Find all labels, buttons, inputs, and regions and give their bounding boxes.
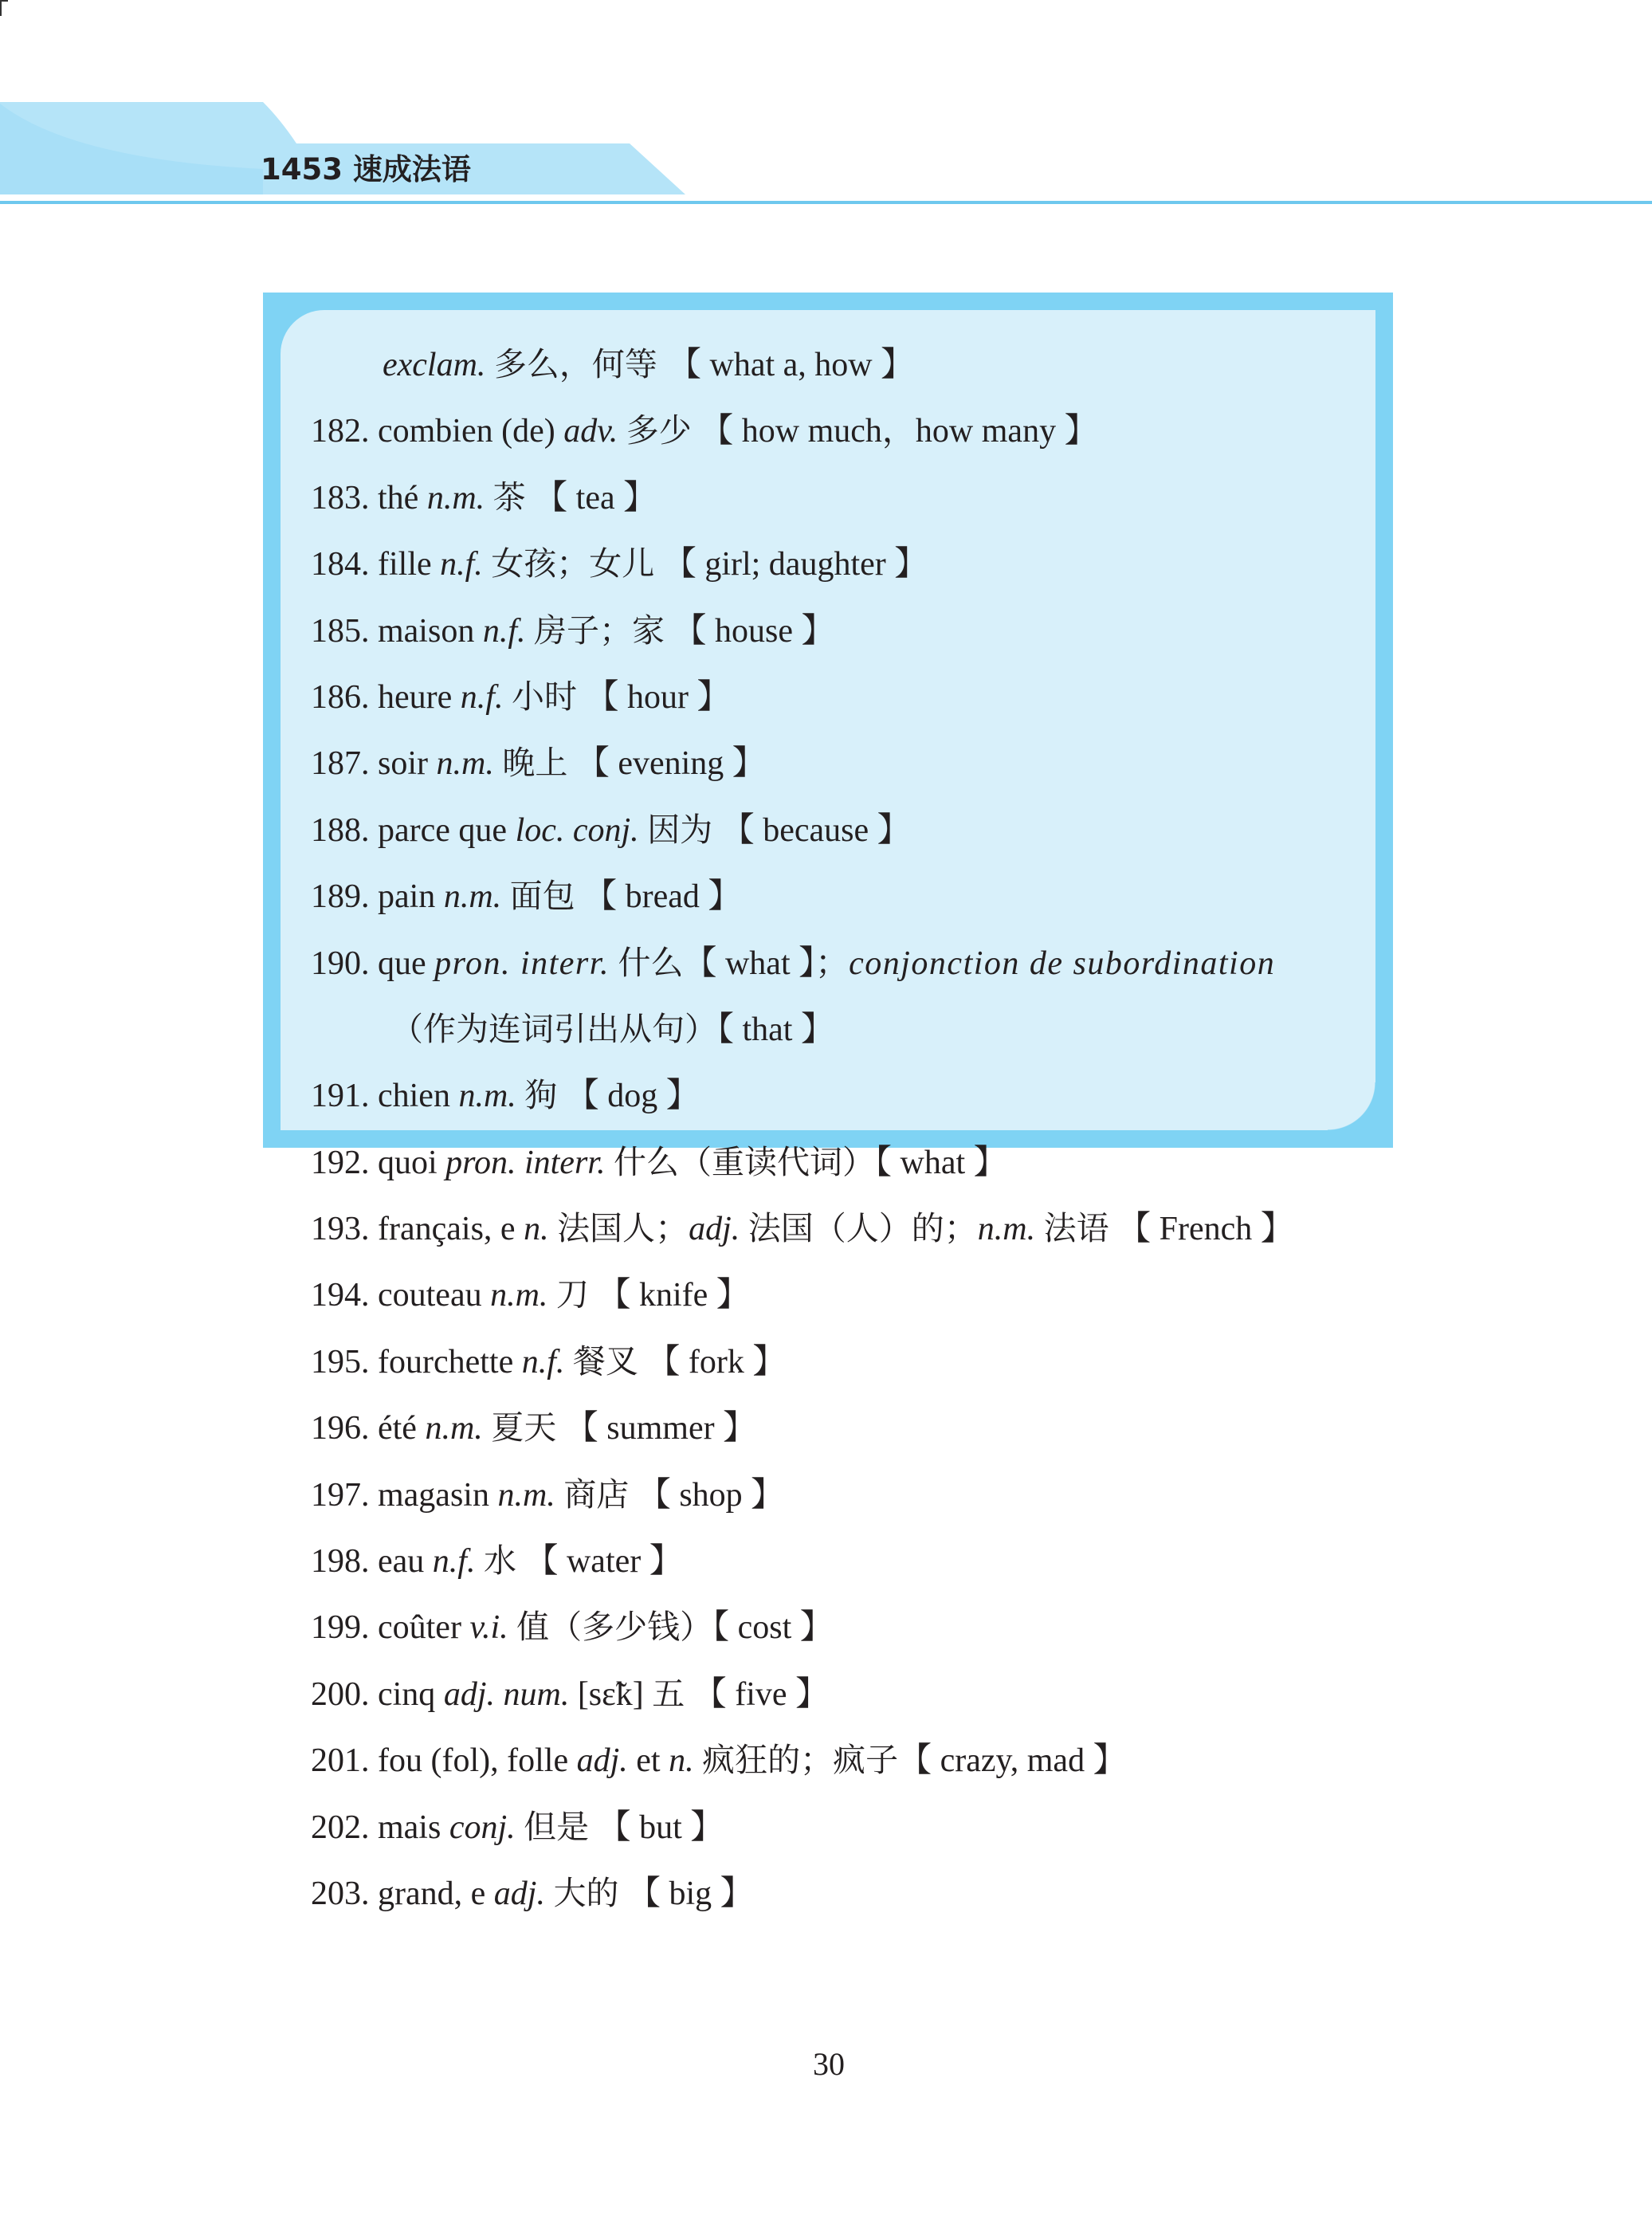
chinese-gloss: 餐叉 (572, 1341, 638, 1380)
entry-text: 【 cost 】 (712, 1609, 834, 1647)
entry-text: 【 girl; daughter 】 (654, 546, 928, 583)
entry-text: 【 shop 】 (629, 1476, 785, 1514)
entry-text: 【 evening 】 (567, 745, 766, 783)
chinese-gloss: 因为 (647, 810, 713, 849)
entry-text: 【 water 】 (516, 1543, 683, 1581)
entry-text: 【 crazy, mad 】 (898, 1742, 1127, 1780)
grammar-tag: n.f. (521, 1343, 565, 1380)
entry-text: 203. grand, e (311, 1875, 494, 1912)
grammar-tag: pron. interr. (445, 1144, 606, 1181)
entry-text: 【 how much，how many 】 (691, 413, 1098, 450)
entry-text (508, 1609, 517, 1646)
grammar-tag: n.m. (490, 1277, 548, 1314)
entry-text (694, 1742, 703, 1779)
entry-text: 192. quoi (311, 1144, 446, 1181)
grammar-tag: n.m. (436, 745, 494, 783)
entry-text: 190. que (311, 945, 435, 982)
vocab-entry (311, 1395, 1379, 1461)
entry-text (555, 1477, 564, 1514)
grammar-tag: pron. interr. (434, 945, 610, 982)
chinese-gloss: 面包 (509, 877, 575, 916)
entry-text (740, 1211, 748, 1247)
entry-text (494, 745, 503, 782)
entry-text (564, 1344, 573, 1380)
entry-text: 182. combien (de) (311, 413, 564, 450)
vocab-entry (311, 664, 1379, 730)
vocab-entry (311, 1794, 1379, 1860)
grammar-tag: n.m. (443, 878, 502, 916)
chinese-gloss: 什么 (618, 943, 684, 982)
entry-text: 【 hour 】 (576, 678, 731, 716)
grammar-tag: n.f. (482, 612, 526, 650)
vocab-entry (311, 1661, 1379, 1727)
grammar-tag: conjonction de subordination (849, 945, 1276, 982)
grammar-tag: adj. (689, 1211, 740, 1248)
entry-text: 【 house 】 (665, 612, 835, 650)
grammar-tag: n.m. (458, 1078, 516, 1115)
chinese-gloss: 晚上 (502, 744, 568, 783)
vocab-entry (311, 730, 1379, 796)
chinese-gloss: 大的 (553, 1873, 619, 1912)
entry-text: ； (655, 1211, 689, 1248)
grammar-tag: adj. (576, 1742, 628, 1780)
entry-text: 200. cinq (311, 1675, 444, 1713)
entry-text: 195. fourchette (311, 1343, 522, 1380)
chinese-gloss: 女孩；女儿 (491, 544, 655, 583)
entry-text: 189. pain (311, 878, 444, 916)
grammar-tag: exclam. (383, 347, 486, 383)
entry-text: 【 because 】 (712, 811, 911, 849)
grammar-tag: n.m. (497, 1476, 555, 1514)
vocab-entry (311, 1329, 1379, 1395)
vocab-entry (311, 863, 1379, 929)
entry-text: 【 big 】 (618, 1875, 754, 1912)
entry-text: 187. soir (311, 745, 437, 783)
chinese-gloss: 法国（人）的 (748, 1209, 944, 1248)
entry-text (547, 1277, 556, 1314)
chinese-gloss: 但是 (524, 1807, 590, 1846)
grammar-tag: adj. num. (443, 1675, 570, 1713)
entry-text (545, 1875, 554, 1912)
entry-text (605, 1145, 614, 1181)
vocab-entry (311, 332, 1379, 398)
entry-text: 【 what 】 (874, 1144, 1007, 1181)
entry-text (526, 613, 535, 650)
vocab-entry (311, 930, 1379, 996)
chinese-gloss: 多少 (626, 411, 692, 450)
chinese-gloss: 刀 (555, 1275, 589, 1314)
vocabulary-list (311, 332, 1379, 1926)
header-rule (0, 201, 1652, 204)
chinese-gloss: 茶 (492, 477, 526, 516)
entry-text: 【 what a, how 】 (667, 347, 915, 383)
chinese-gloss: 狗 (524, 1076, 558, 1115)
entry-text: 184. fille (311, 546, 441, 583)
header-band (0, 0, 1652, 215)
entry-text (501, 878, 510, 915)
entry-text (475, 1543, 484, 1580)
entry-text (503, 679, 512, 716)
entry-text (485, 347, 494, 383)
entry-text: 198. eau (311, 1543, 433, 1581)
vocab-entry (311, 1594, 1379, 1660)
grammar-tag: loc. conj. (515, 811, 639, 849)
entry-text (1035, 1211, 1044, 1247)
vocab-entry (311, 1860, 1379, 1926)
entry-text (516, 1078, 525, 1114)
entry-text: 【 French 】 (1109, 1211, 1294, 1248)
chinese-gloss: 什么（重读代词） (613, 1142, 875, 1181)
grammar-tag: n. (669, 1742, 694, 1780)
vocab-entry (311, 398, 1379, 464)
entry-text: 201. fou (fol), folle (311, 1742, 577, 1780)
entry-text: 186. heure (311, 678, 461, 716)
entry-text: 【 but 】 (589, 1809, 724, 1846)
entry-text: 194. couteau (311, 1277, 491, 1314)
entry-text (483, 1410, 492, 1447)
chinese-gloss: 夏天 (491, 1408, 557, 1447)
grammar-tag: adv. (563, 413, 618, 450)
entry-text: 【 fork 】 (638, 1343, 787, 1380)
grammar-tag: conj. (449, 1809, 516, 1846)
vocab-entry (311, 797, 1379, 863)
grammar-tag: n.m. (977, 1211, 1036, 1248)
entry-text: 【 summer 】 (556, 1410, 757, 1447)
entry-text: 【 dog 】 (557, 1078, 700, 1115)
vocab-entry (311, 1262, 1379, 1328)
entry-text: et (627, 1742, 669, 1780)
grammar-tag: n.f. (460, 678, 504, 716)
grammar-tag: v.i. (469, 1609, 508, 1647)
vocab-entry (311, 996, 1379, 1062)
grammar-tag: n.f. (432, 1543, 476, 1581)
entry-text: 191. chien (311, 1078, 459, 1115)
entry-text: 【 tea 】 (525, 479, 657, 516)
entry-text (485, 480, 493, 516)
entry-text (483, 546, 492, 583)
entry-text: 【 five 】 (685, 1675, 830, 1713)
entry-text: 193. français, e (311, 1211, 524, 1248)
chinese-gloss: 值（多少钱） (516, 1608, 713, 1647)
grammar-tag: adj. (493, 1875, 545, 1912)
grammar-tag: n.f. (440, 546, 483, 583)
page-number: 30 (813, 2046, 845, 2082)
grammar-tag: n.m. (425, 1410, 483, 1447)
vocab-entry (311, 465, 1379, 531)
entry-text (618, 413, 626, 450)
chinese-gloss: 小时 (511, 677, 577, 716)
grammar-tag: n.m. (426, 479, 485, 516)
chinese-gloss: （作为连词引出从句） (390, 1009, 717, 1048)
vocab-entry (311, 1196, 1379, 1262)
vocab-entry (311, 1129, 1379, 1196)
grammar-tag: n. (524, 1211, 549, 1248)
vocab-entry (311, 1528, 1379, 1594)
entry-text: 196. été (311, 1410, 426, 1447)
entry-text: ； (944, 1211, 978, 1248)
entry-text: 【 that 】 (717, 1011, 834, 1048)
entry-text: 【 knife 】 (588, 1277, 750, 1314)
chinese-gloss: 多么，何等 (493, 345, 668, 383)
chinese-gloss: 法国人 (557, 1209, 656, 1248)
entry-text: 188. parce que (311, 811, 516, 849)
vocab-entry (311, 1062, 1379, 1129)
entry-text: 【 bread 】 (575, 878, 742, 916)
vocab-entry (311, 1727, 1379, 1793)
entry-text: 202. mais (311, 1809, 449, 1846)
entry-text: 183. thé (311, 479, 427, 516)
vocab-entry (311, 598, 1379, 664)
vocab-entry (311, 1462, 1379, 1528)
entry-text (516, 1809, 524, 1846)
running-head: 1453 速成法语 (261, 152, 471, 187)
entry-text: 185. maison (311, 612, 483, 650)
chinese-gloss: 疯狂的；疯子 (702, 1741, 899, 1780)
chinese-gloss: 五 (652, 1674, 685, 1713)
entry-text (610, 945, 618, 982)
chinese-gloss: 房子；家 (534, 611, 665, 650)
entry-text: 【 what 】； (683, 945, 850, 982)
entry-text (549, 1211, 558, 1247)
chinese-gloss: 法语 (1043, 1209, 1109, 1248)
entry-text (639, 812, 648, 849)
entry-text: [sɛ̃k] (569, 1675, 653, 1713)
chinese-gloss: 商店 (563, 1475, 630, 1514)
vocab-entry (311, 531, 1379, 597)
chinese-gloss: 水 (483, 1542, 516, 1581)
entry-text: 199. coûter (311, 1609, 470, 1647)
entry-text: 197. magasin (311, 1476, 498, 1514)
